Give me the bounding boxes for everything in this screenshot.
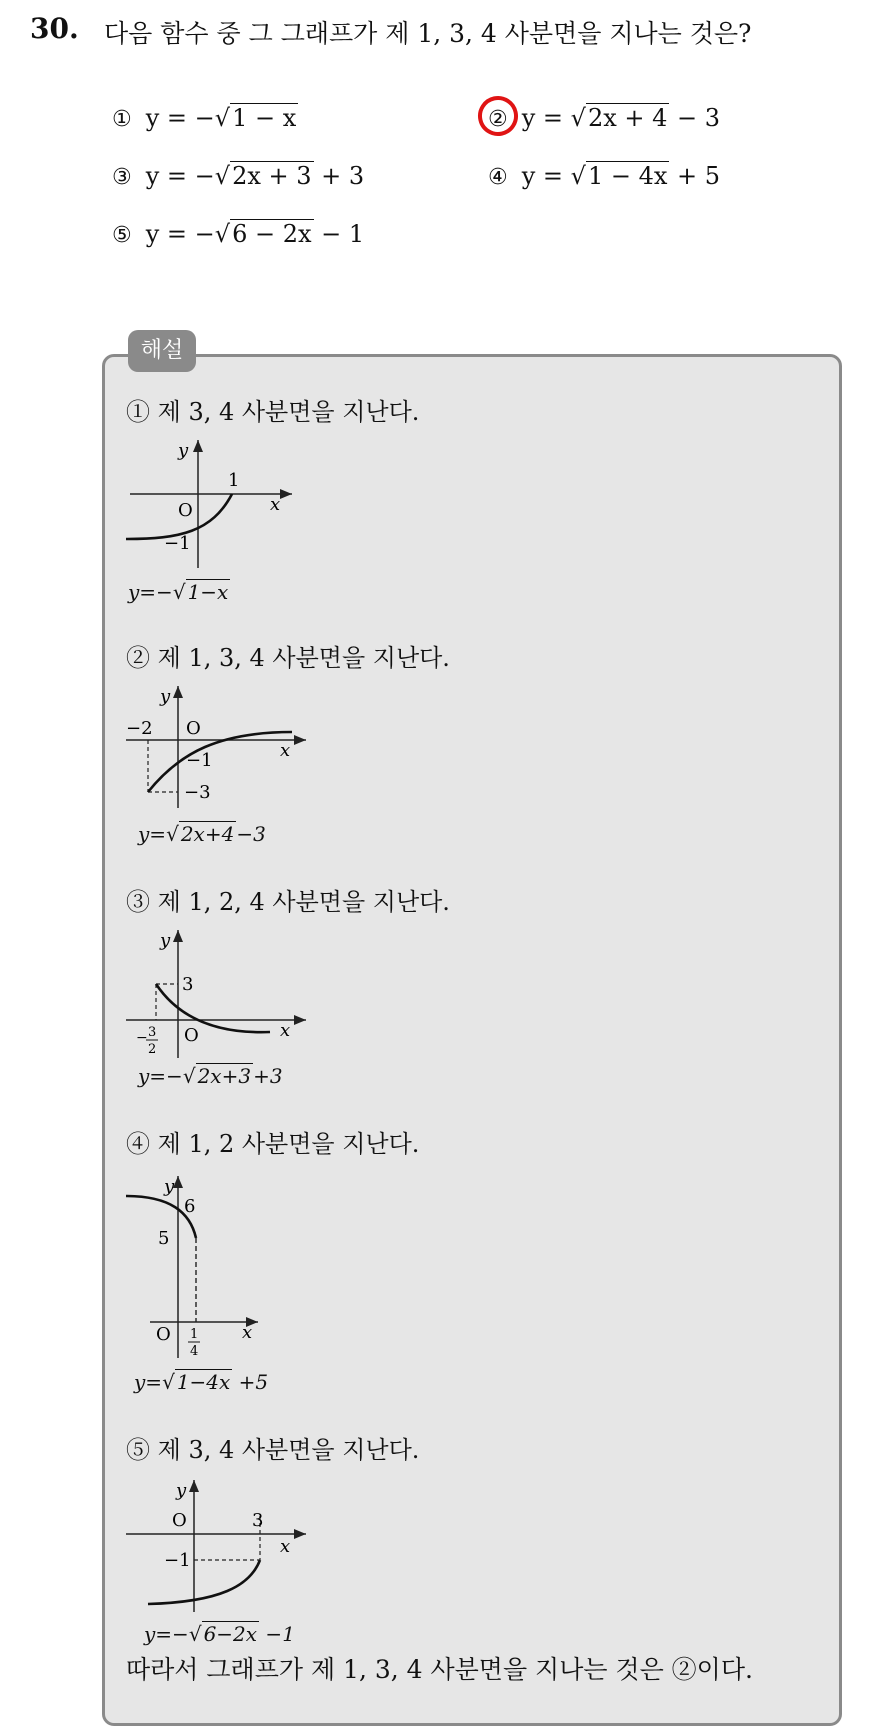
y-axis-label: y <box>178 440 189 461</box>
graph-4-label: y=√ 1−4x +5 <box>134 1370 269 1394</box>
choice-lhs: y = − <box>145 162 215 190</box>
graph-5 <box>120 1476 320 1616</box>
choice-radicand: 1 − x <box>232 104 297 132</box>
origin-label: O <box>186 718 201 739</box>
choice-lhs: y = <box>521 162 571 190</box>
label-tail: +3 <box>253 1064 283 1088</box>
origin-label: O <box>184 1025 199 1046</box>
y-axis-label: y <box>160 686 171 707</box>
origin-label: O <box>172 1510 187 1531</box>
x-axis-label: x <box>270 494 281 515</box>
choice-number: ⑤ <box>112 223 132 248</box>
x-tick-numerator: 1 <box>190 1327 199 1342</box>
choice-1[interactable]: ① y = −√1 − x <box>112 104 297 132</box>
solution-step-2: ② 제 1, 3, 4 사분면을 지난다. <box>126 644 450 672</box>
choice-radicand: 1 − 4x <box>587 162 668 190</box>
choice-radicand: 2x + 3 <box>232 162 312 190</box>
solution-step-1: ① 제 3, 4 사분면을 지난다. <box>126 398 420 426</box>
x-tick-label: 3 <box>252 1510 264 1531</box>
label-lhs: y= <box>138 822 167 846</box>
x-tick-denominator: 2 <box>148 1042 157 1057</box>
graph-3-label: y=−√ 2x+3 +3 <box>138 1064 283 1088</box>
solution-step-4: ④ 제 1, 2 사분면을 지난다. <box>126 1130 420 1158</box>
graph-5-label: y=−√ 6−2x −1 <box>144 1622 295 1646</box>
y-tick-label: −1 <box>164 1550 191 1571</box>
label-lhs: y= <box>134 1370 163 1394</box>
graph-2 <box>120 682 320 812</box>
choice-number: ① <box>112 107 132 132</box>
x-tick-label: 1 <box>228 470 240 491</box>
x-axis-label: x <box>280 1536 291 1557</box>
y-axis-label: y <box>160 930 171 951</box>
label-radicand: 1−x <box>187 580 229 604</box>
y-tick-label: −1 <box>164 533 191 554</box>
y-tick-label: 6 <box>184 1196 196 1217</box>
graph-3 <box>120 926 320 1062</box>
y-tick-label: −3 <box>184 782 211 803</box>
choice-2[interactable]: ② y = √2x + 4 − 3 <box>488 104 721 132</box>
choice-4[interactable]: ④ y = √1 − 4x + 5 <box>488 162 721 190</box>
choice-radicand: 6 − 2x <box>232 220 312 248</box>
choice-number: ④ <box>488 165 508 190</box>
solution-step-5: ⑤ 제 3, 4 사분면을 지난다. <box>126 1436 420 1464</box>
graph-1 <box>120 436 300 576</box>
y-tick-label: 3 <box>182 974 194 995</box>
label-lhs: y=− <box>138 1064 183 1088</box>
choice-tail: − 1 <box>313 220 365 248</box>
graph-1-label: y=−√ 1−x <box>128 580 229 604</box>
x-axis-label: x <box>280 1020 291 1041</box>
y-tick-label: −1 <box>186 750 213 771</box>
solution-step-3: ③ 제 1, 2, 4 사분면을 지난다. <box>126 888 450 916</box>
choice-lhs: y = − <box>145 220 215 248</box>
y-tick-label: 5 <box>158 1228 170 1249</box>
choice-3[interactable]: ③ y = −√2x + 3 + 3 <box>112 162 365 190</box>
choice-tail: + 5 <box>669 162 721 190</box>
choice-number: ③ <box>112 165 132 190</box>
answer-circle-mark <box>474 92 521 139</box>
x-tick-label: −2 <box>126 718 153 739</box>
choice-radicand: 2x + 4 <box>587 104 668 132</box>
graph-4 <box>120 1172 280 1362</box>
choice-lhs: y = <box>521 104 571 132</box>
choice-tail: + 3 <box>313 162 365 190</box>
label-radicand: 2x+4 <box>180 822 235 846</box>
label-tail: +5 <box>232 1370 269 1394</box>
choice-lhs: y = − <box>145 104 215 132</box>
question-number: 30. <box>30 12 79 45</box>
choice-tail: − 3 <box>669 104 721 132</box>
label-lhs: y=− <box>144 1622 189 1646</box>
choice-5[interactable]: ⑤ y = −√6 − 2x − 1 <box>112 220 365 248</box>
label-radicand: 1−4x <box>176 1370 231 1394</box>
origin-label: O <box>178 500 193 521</box>
graph-2-label: y=√ 2x+4 −3 <box>138 822 266 846</box>
label-radicand: 2x+3 <box>197 1064 252 1088</box>
solution-conclusion: 따라서 그래프가 제 1, 3, 4 사분면을 지나는 것은 ②이다. <box>126 1655 753 1684</box>
y-axis-label: y <box>176 1480 187 1501</box>
solution-tag: 해설 <box>128 330 196 372</box>
origin-label: O <box>156 1324 171 1345</box>
x-axis-label: x <box>280 740 291 761</box>
label-tail: −3 <box>236 822 266 846</box>
x-tick-denominator: 4 <box>190 1344 199 1359</box>
x-tick-sign: − <box>136 1030 148 1046</box>
label-lhs: y=− <box>128 580 173 604</box>
label-tail: −1 <box>259 1622 295 1646</box>
x-axis-label: x <box>242 1322 253 1343</box>
label-radicand: 6−2x <box>203 1622 258 1646</box>
question-text: 다음 함수 중 그 그래프가 제 1, 3, 4 사분면을 지나는 것은? <box>104 19 752 48</box>
y-axis-label: y <box>164 1176 175 1197</box>
choice-number: ② <box>488 107 508 132</box>
x-tick-numerator: 3 <box>148 1025 157 1040</box>
